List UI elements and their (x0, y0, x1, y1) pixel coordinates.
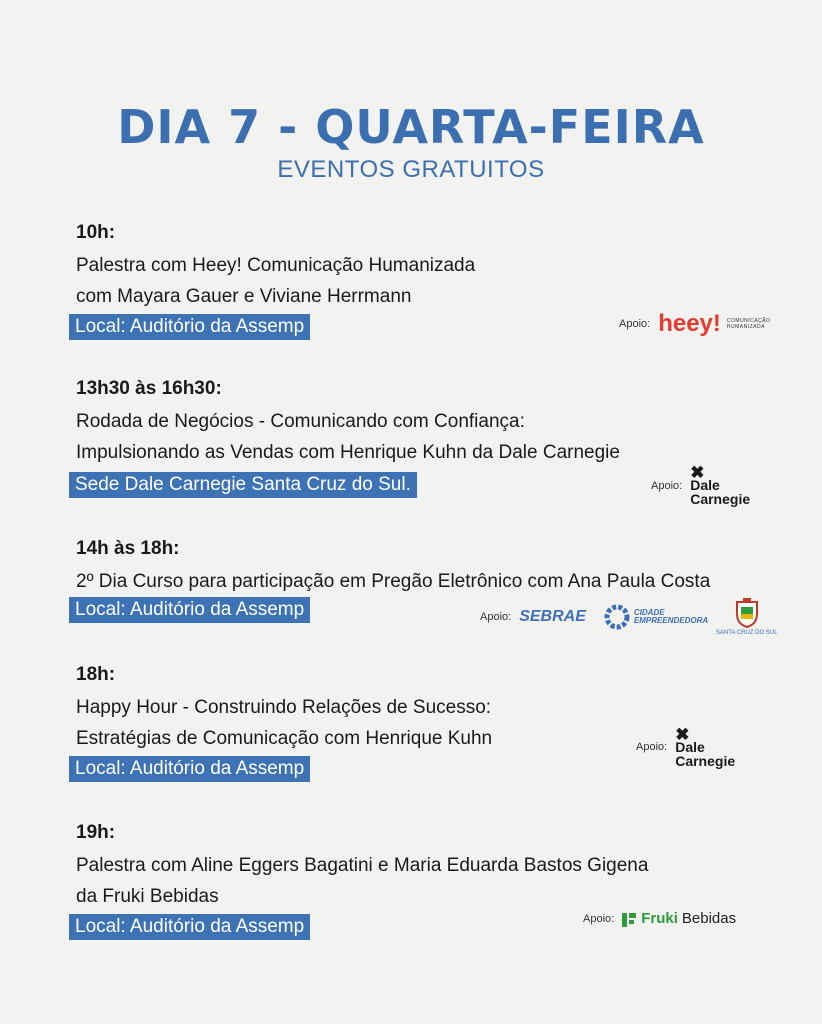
event-time: 18h: (76, 664, 116, 685)
event-3-sponsors (480, 598, 777, 636)
event-2-sponsors (651, 464, 762, 508)
event-location-label: Local: Auditório da Assemp (69, 314, 310, 340)
apoio-label: Apoio: (651, 480, 683, 492)
dale-carnegie-logo-icon: ✖ Dale Carnegie (675, 725, 736, 769)
event-description-line: Happy Hour - Construindo Relações de Sucesso: (76, 697, 492, 718)
page-subtitle: EVENTOS GRATUITOS (277, 156, 545, 183)
event-4-sponsors (636, 724, 747, 770)
event-time: 14h às 18h: (76, 538, 180, 559)
apoio-label: Apoio: (619, 318, 651, 330)
event-description-line: Palestra com Heey! Comunicação Humanizada (76, 255, 476, 276)
event-description-line: Estratégias de Comunicação com Henrique Kuhn (76, 728, 493, 749)
event-location-label: Local: Auditório da Assemp (69, 597, 310, 623)
fruki-logo-icon: Fruki Bebidas (622, 910, 736, 927)
event-location-label: Local: Auditório da Assemp (69, 914, 310, 940)
heey-tagline: COMUNICAÇÃO HUMANIZADA (726, 318, 771, 330)
event-location-label: Sede Dale Carnegie Santa Cruz do Sul. (69, 472, 417, 498)
event-time: 13h30 às 16h30: (76, 378, 222, 399)
cidade-empreendedora-logo-icon: CIDADE EMPREENDEDORA (604, 604, 698, 630)
santa-cruz-crest-icon: SANTA CRUZ DO SUL (716, 598, 778, 636)
event-description-line: Palestra com Aline Eggers Bagatini e Maria Eduarda Bastos Gigena (76, 855, 649, 876)
event-description-line: Rodada de Negócios - Comunicando com Confiança: (76, 411, 525, 432)
event-5-sponsors (583, 910, 736, 927)
event-location-label: Local: Auditório da Assemp (69, 756, 310, 782)
event-1-sponsors (619, 310, 773, 338)
sebrae-logo-icon: SEBRAE (519, 608, 586, 625)
apoio-label: Apoio: (636, 741, 668, 753)
event-description-line: com Mayara Gauer e Viviane Herrmann (76, 286, 412, 307)
page-title: DIA 7 - QUARTA-FEIRA (117, 100, 705, 154)
apoio-label: Apoio: (480, 611, 512, 623)
dale-carnegie-logo-icon: ✖ Dale Carnegie (690, 463, 751, 507)
event-time: 19h: (76, 822, 116, 843)
heey-logo-icon: heey! COMUNICAÇÃO HUMANIZADA (658, 310, 773, 338)
event-description-line: Impulsionando as Vendas com Henrique Kuhn da Dale Carnegie (76, 442, 620, 463)
apoio-label: Apoio: (583, 912, 615, 925)
event-description-line: da Fruki Bebidas (76, 886, 219, 907)
event-description-line: 2º Dia Curso para participação em Pregão Eletrônico com Ana Paula Costa (76, 571, 711, 592)
event-time: 10h: (76, 222, 116, 243)
